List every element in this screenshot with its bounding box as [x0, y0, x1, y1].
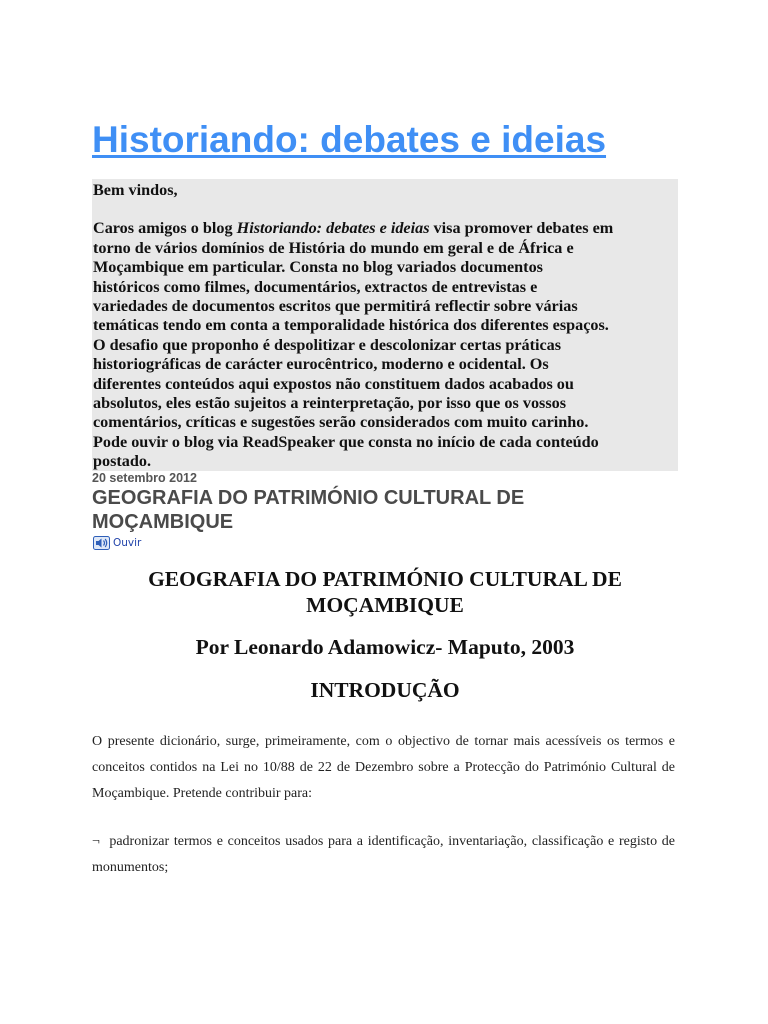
document-author: Por Leonardo Adamowicz- Maputo, 2003	[195, 635, 575, 659]
post-title[interactable]: GEOGRAFIA DO PATRIMÓNIO CULTURAL DE MOÇAMBIQUE	[92, 487, 525, 533]
intro-paragraph: O presente dicionário, surge, primeiramente, com o objectivo de tornar mais acessíveis os termos e conceitos contidos na Lei no 10/88 de 22 de Dezembro sobre a Protecção do Património Cultural de Moçambique. Pretende contribuir para:	[92, 734, 675, 801]
welcome-box	[92, 179, 678, 471]
post-date: 20 setembro 2012	[92, 471, 197, 485]
intro-text: Caros amigos o blog Historiando: debates e ideias visa promover debates em torno de vários domínios de História do mundo em geral e de África e Moçambique em particular. Consta no blog variados documentos históricos como filmes, documentários, extractos de entrevistas e variedades de documentos escritos que permitirá reflectir sobre várias temáticas tendo em conta a temporalidade histórica dos diferentes espaços. O desafio que proponho é despolitizar e descolonizar certas práticas historiográficas de carácter eurocêntrico, moderno e ocidental. Os diferentes conteúdos aqui expostos não constituem dados acabados ou absolutos, eles estão sujeitos a reinterpretação, por isso que os vossos comentários, críticas e sugestões serão considerados com muito carinho. Pode ouvir o blog via ReadSpeaker que consta no início de cada conteúdo postado.	[93, 219, 614, 471]
bullet-text: padronizar termos e conceitos usados para a identificação, inventariação, classificação e registo de monumentos;	[92, 834, 675, 875]
section-heading: INTRODUÇÃO	[310, 678, 460, 702]
listen-label: Ouvir	[113, 537, 142, 549]
bullet-symbol: ¬	[92, 834, 100, 849]
bullet-item	[92, 829, 675, 881]
blog-title[interactable]: Historiando: debates e ideias	[92, 119, 607, 160]
welcome-heading: Bem vindos,	[93, 181, 178, 199]
blog-name-italic: Historiando: debates e ideias	[236, 219, 430, 238]
listen-button[interactable]	[93, 536, 141, 550]
speaker-icon	[93, 536, 110, 550]
document-title: GEOGRAFIA DO PATRIMÓNIO CULTURAL DE MOÇAMBIQUE	[148, 567, 622, 617]
